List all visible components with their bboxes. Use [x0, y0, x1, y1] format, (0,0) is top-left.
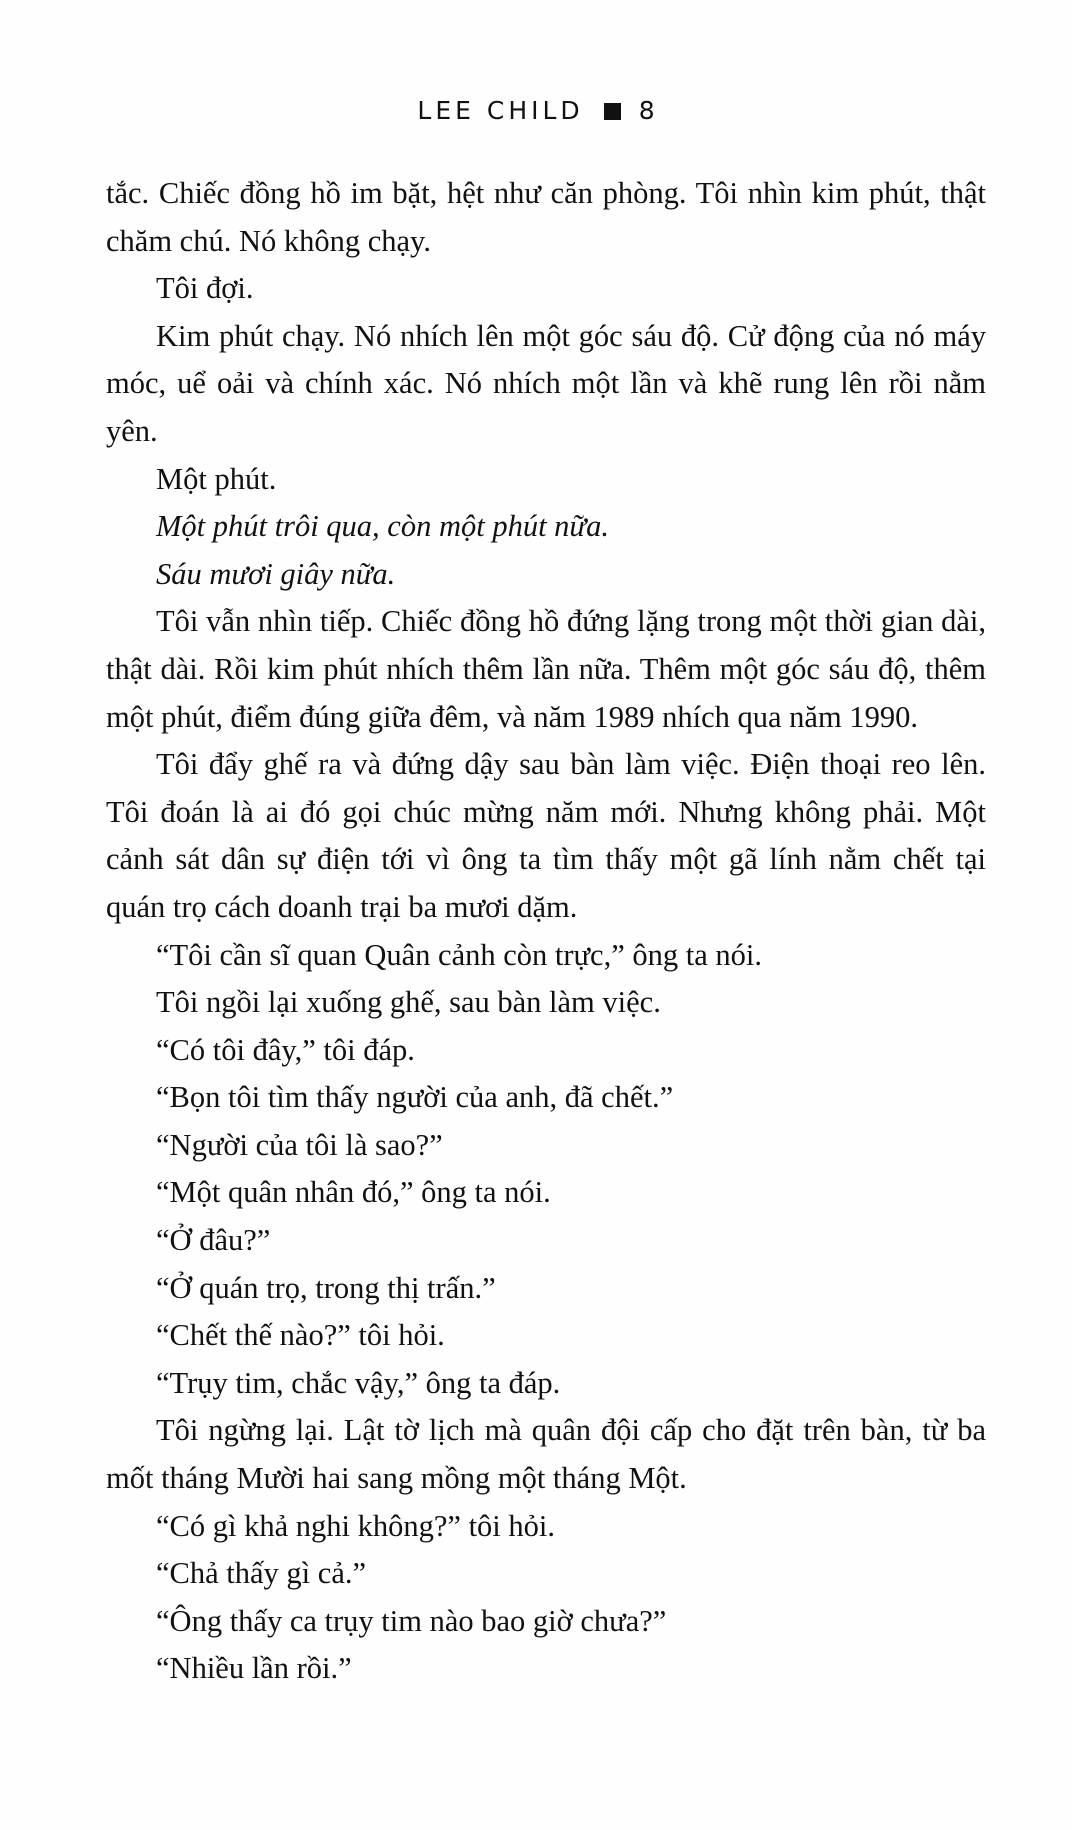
dialogue-line: “Ở quán trọ, trong thị trấn.”	[156, 1270, 496, 1305]
paragraph: Tôi đẩy ghế ra và đứng dậy sau bàn làm việc. Điện thoại reo lên. Tôi đoán là ai đó gọi chúc mừng năm mới. Nhưng không phải. Một cảnh sát dân sự điện tới vì ông ta tìm thấy một gã lính nằm chết tại quán trọ cách doanh trại ba mươi dặm.	[106, 747, 986, 924]
dialogue-line: “Bọn tôi tìm thấy người của anh, đã chết.”	[156, 1080, 674, 1115]
paragraph-italic: Sáu mươi giây nữa.	[156, 556, 396, 591]
dialogue-line: “Chết thế nào?” tôi hỏi.	[156, 1318, 445, 1353]
black-square-icon	[604, 103, 621, 120]
dialogue-line: “Có gì khả nghi không?” tôi hỏi.	[156, 1508, 555, 1543]
running-header	[0, 96, 1072, 126]
dialogue-line: “Tôi cần sĩ quan Quân cảnh còn trực,” ông ta nói.	[156, 937, 762, 972]
page-number: 8	[638, 96, 655, 125]
paragraph: Tôi ngừng lại. Lật tờ lịch mà quân đội cấp cho đặt trên bàn, từ ba mốt tháng Mười hai sang mồng một tháng Một.	[106, 1413, 986, 1496]
dialogue-line: “Một quân nhân đó,” ông ta nói.	[156, 1175, 551, 1210]
paragraph-italic: Một phút trôi qua, còn một phút nữa.	[156, 509, 609, 544]
paragraph: Tôi đợi.	[156, 271, 254, 306]
body-text	[106, 170, 986, 1693]
author-name: LEE CHILD	[417, 96, 584, 125]
dialogue-line: “Có tôi đây,” tôi đáp.	[156, 1032, 415, 1067]
paragraph: tắc. Chiếc đồng hồ im bặt, hệt như căn phòng. Tôi nhìn kim phút, thật chăm chú. Nó không chạy.	[106, 176, 986, 258]
paragraph: Tôi vẫn nhìn tiếp. Chiếc đồng hồ đứng lặng trong một thời gian dài, thật dài. Rồi kim phút nhích thêm lần nữa. Thêm một góc sáu độ, thêm một phút, điểm đúng giữa đêm, và năm 1989 nhích qua năm 1990.	[106, 604, 986, 734]
dialogue-line: “Trụy tim, chắc vậy,” ông ta đáp.	[156, 1365, 561, 1400]
dialogue-line: “Ông thấy ca trụy tim nào bao giờ chưa?”	[156, 1603, 667, 1638]
dialogue-line: “Người của tôi là sao?”	[156, 1127, 443, 1162]
dialogue-line: “Ở đâu?”	[156, 1223, 271, 1258]
paragraph: Tôi ngồi lại xuống ghế, sau bàn làm việc.	[156, 985, 661, 1020]
paragraph: Một phút.	[156, 461, 277, 496]
dialogue-line: “Chả thấy gì cả.”	[156, 1556, 367, 1591]
dialogue-line: “Nhiều lần rồi.”	[156, 1651, 352, 1686]
paragraph: Kim phút chạy. Nó nhích lên một góc sáu độ. Cử động của nó máy móc, uể oải và chính xác. Nó nhích một lần và khẽ rung lên rồi nằm yên.	[106, 318, 986, 448]
